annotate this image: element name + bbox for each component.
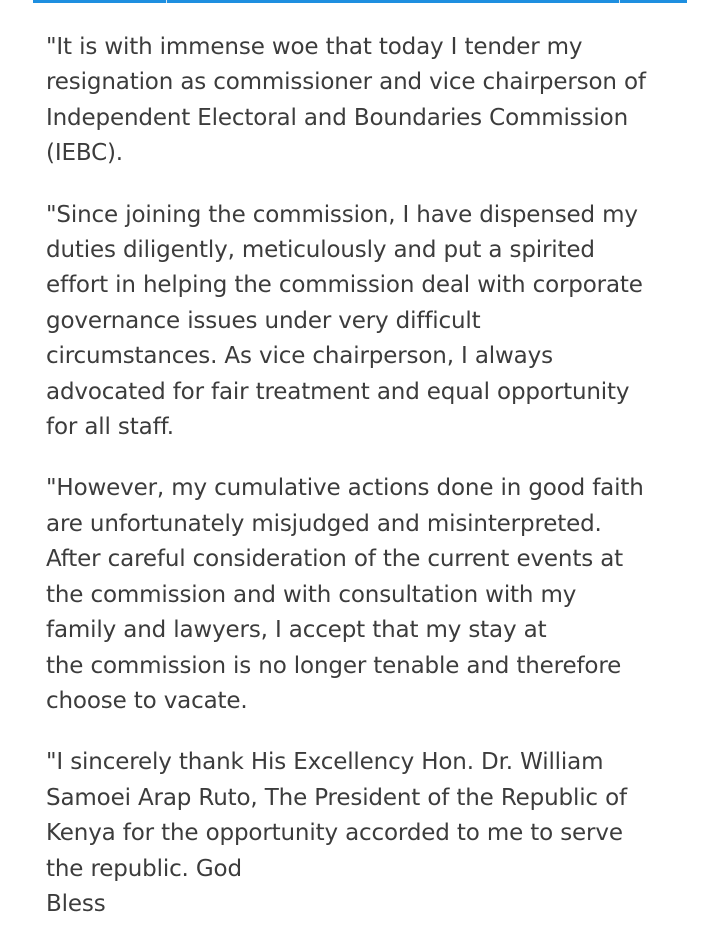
top-bar-divider — [166, 0, 167, 3]
top-bar-divider — [619, 0, 620, 3]
paragraph-resignation: "It is with immense woe that today I tender my resignation as commissioner and vice chairperson of Independent Electoral and Boundaries Commission (IEBC). — [46, 34, 646, 167]
article-body — [46, 30, 686, 948]
top-accent-bar — [33, 0, 687, 3]
paragraph-thanks: "I sincerely thank His Excellency Hon. Dr. William Samoei Arap Ruto, The President of the Republic of Kenya for the opportunity accorded to me to serve the republic. God Bless — [46, 749, 627, 917]
paragraph-decision: "However, my cumulative actions done in good faith are unfortunately misjudged and misinterpreted. After careful consideration of the current events at the commission and with consultation with my family and lawyers, I accept that my stay at the commission is no longer tenable and therefore choose to vacate. — [46, 475, 644, 714]
paragraph-service: "Since joining the commission, I have dispensed my duties diligently, meticulously and put a spirited effort in helping the commission deal with corporate governance issues under very difficult circumstances. As vice chairperson, I always advocated for fair treatment and equal opportunity for all staff. — [46, 201, 643, 441]
